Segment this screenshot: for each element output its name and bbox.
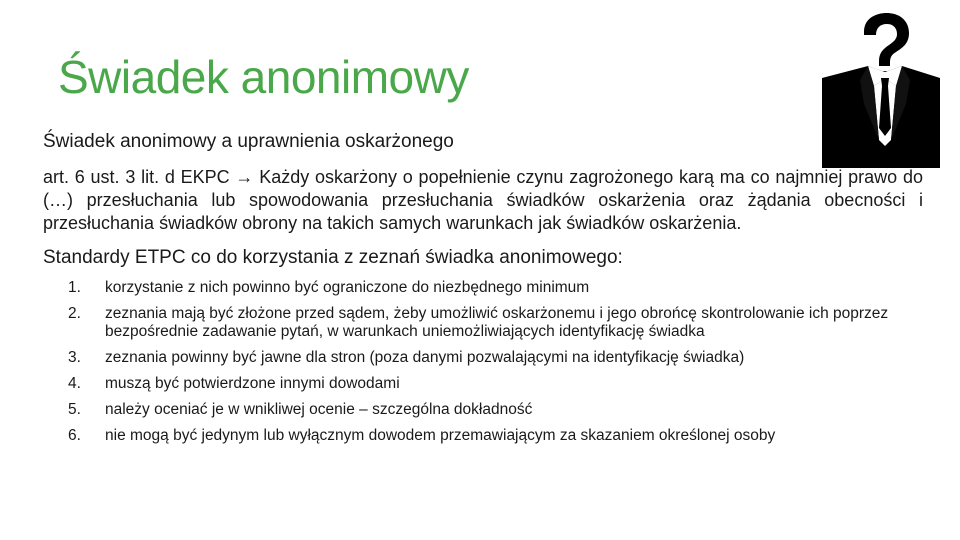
arrow-right-icon: → [235, 167, 254, 187]
list-item-number: 3. [68, 349, 81, 366]
question-mark-icon [864, 13, 909, 66]
list-item-text: należy oceniać je w wnikliwej ocenie – szczególna dokładność [105, 401, 533, 418]
list-item-number: 6. [68, 427, 81, 444]
ekpc-paragraph [43, 166, 923, 235]
ekpc-text: Każdy oskarżony o popełnienie czynu zagrożonego karą ma co najmniej prawo do (…) przesłuchania lub spowodowania przesłuchania świadków oskarżenia oraz żądania obecności i przesłuchania świadków obrony na takich samych warunkach jak świadków oskarżenia. [43, 167, 923, 233]
list-item-number: 1. [68, 279, 81, 296]
list-item [43, 349, 945, 367]
slide-title: Świadek anonimowy [58, 51, 469, 103]
slide-subtitle: Świadek anonimowy a uprawnienia oskarżonego [43, 131, 454, 152]
list-item [43, 279, 945, 297]
slide-body [43, 128, 923, 453]
list-item-text: zeznania mają być złożone przed sądem, żeby umożliwić oskarżonemu i jego obrońcę skontrolowanie ich poprzez bezpośrednie zadawanie pytań, w warunkach uniemożliwiających identyfikację świadka [105, 305, 889, 340]
list-item-number: 4. [68, 375, 81, 392]
list-item-number: 2. [68, 305, 81, 322]
list-item [43, 427, 945, 445]
ekpc-citation: art. 6 ust. 3 lit. d EKPC [43, 167, 230, 187]
list-item [43, 375, 945, 393]
list-item-number: 5. [68, 401, 81, 418]
standards-list [43, 279, 923, 445]
list-item-text: zeznania powinny być jawne dla stron (poza danymi pozwalającymi na identyfikację świadka) [105, 349, 745, 366]
list-item [43, 401, 945, 419]
list-item-text: nie mogą być jedynym lub wyłącznym dowodem przemawiającym za skazaniem określonej osoby [105, 427, 776, 444]
list-item-text: korzystanie z nich powinno być ograniczone do niezbędnego minimum [105, 279, 590, 296]
standards-heading: Standardy ETPC co do korzystania z zeznań świadka anonimowego: [43, 247, 623, 268]
list-item [43, 305, 945, 341]
list-item-text: muszą być potwierdzone innymi dowodami [105, 375, 400, 392]
